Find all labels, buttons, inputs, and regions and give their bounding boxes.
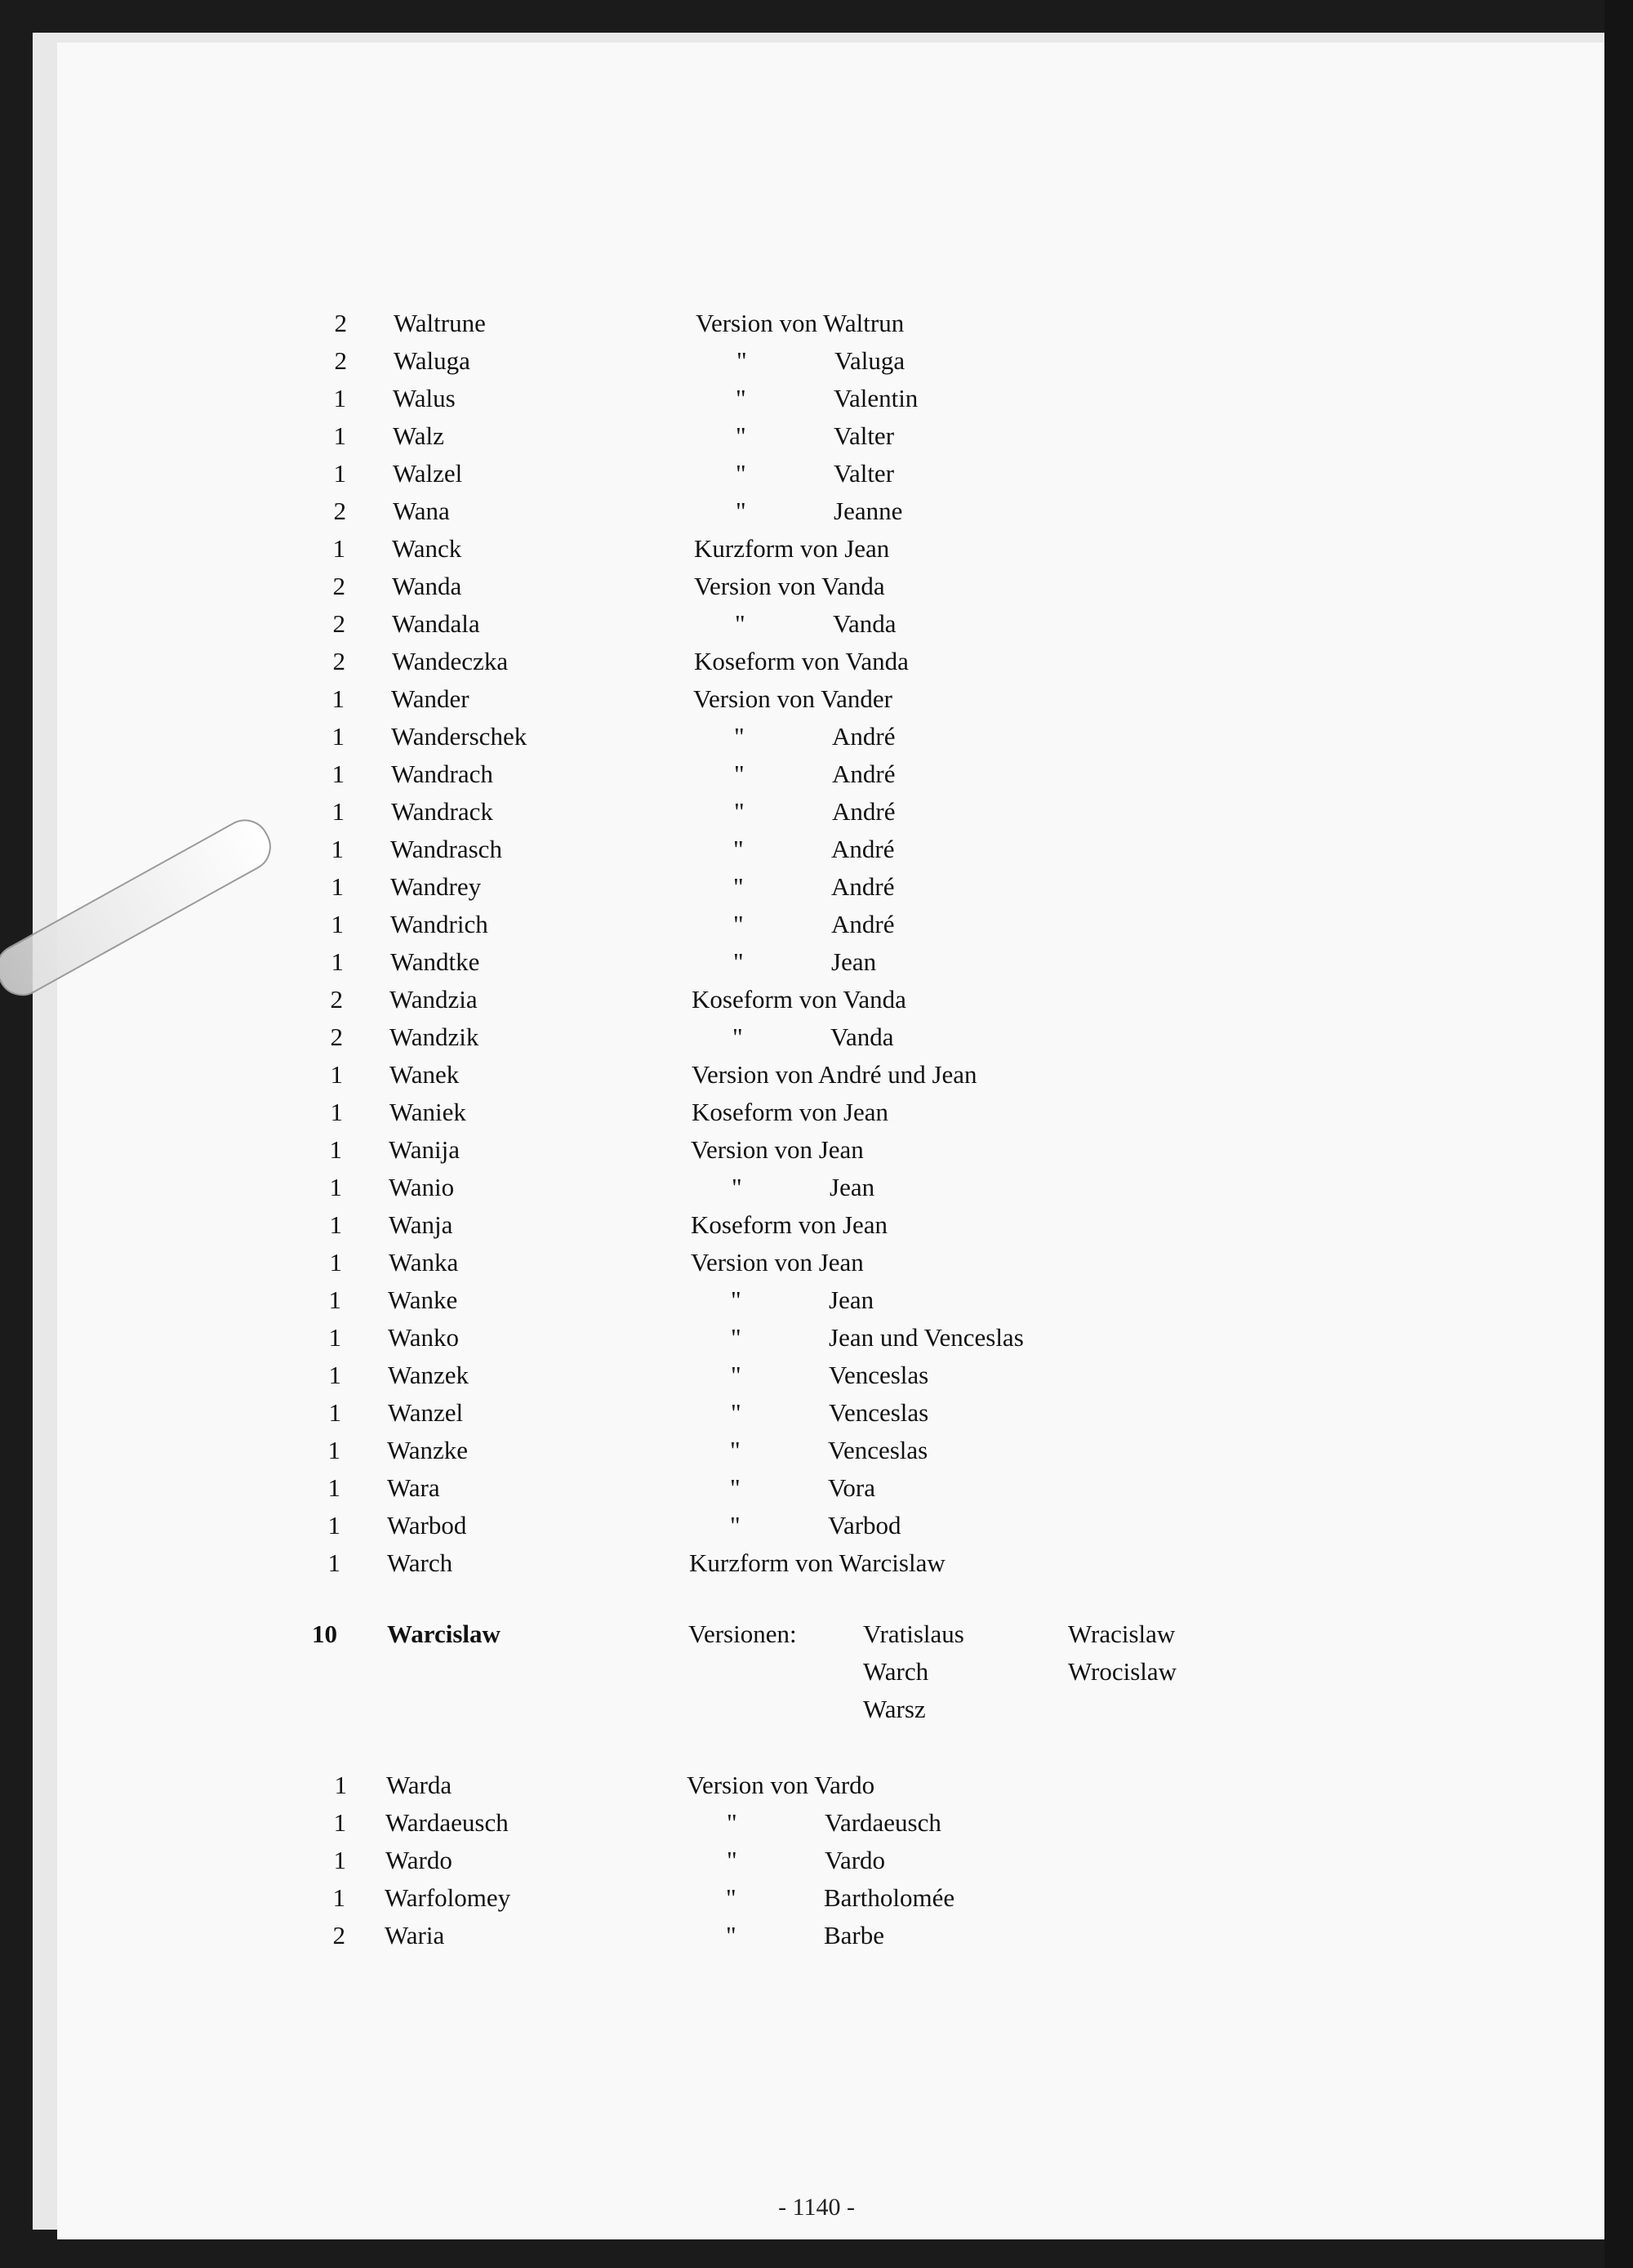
ditto-mark: " xyxy=(733,947,744,976)
entry-name: Wandrey xyxy=(390,872,482,901)
entry-description: Version von André und Jean xyxy=(692,1060,977,1089)
version-name: Wracislaw xyxy=(1068,1620,1176,1648)
entry-description: Version von Jean xyxy=(691,1135,864,1164)
entry-name: Wanzel xyxy=(388,1398,464,1427)
entry-name: Warda xyxy=(386,1771,452,1799)
ditto-mark: " xyxy=(735,609,745,638)
entry-count: 1 xyxy=(331,947,344,976)
entry-name: Wardaeusch xyxy=(385,1808,509,1837)
entry-count: 1 xyxy=(332,534,345,563)
version-name: Vratislaus xyxy=(863,1620,964,1648)
list-item xyxy=(0,647,1551,684)
entry-count: 1 xyxy=(327,1511,340,1539)
entry-name: Wandrack xyxy=(391,797,493,826)
entry-description: Jeanne xyxy=(834,497,903,525)
ditto-mark: " xyxy=(734,760,745,788)
entry-description: Venceslas xyxy=(829,1361,929,1389)
entry-description: André xyxy=(831,835,895,863)
ditto-mark: " xyxy=(730,1511,741,1539)
entry-count: 1 xyxy=(330,1098,343,1126)
entry-name: Wanija xyxy=(389,1135,461,1164)
ditto-mark: " xyxy=(736,459,746,488)
entry-description: Vardo xyxy=(825,1846,886,1874)
entry-name: Wanck xyxy=(392,534,462,563)
entry-name: Walz xyxy=(393,421,444,450)
entry-count: 1 xyxy=(331,872,344,901)
ditto-mark: " xyxy=(731,1285,741,1314)
ditto-mark: " xyxy=(731,1361,741,1389)
list-item xyxy=(0,459,1551,497)
entry-count: 2 xyxy=(333,497,346,525)
entry-count: 1 xyxy=(331,910,344,938)
entry-count: 1 xyxy=(327,1473,340,1502)
list-item xyxy=(0,910,1551,947)
entry-description: Version von Waltrun xyxy=(696,309,905,337)
entry-count: 1 xyxy=(329,1248,342,1277)
list-item xyxy=(0,1023,1551,1060)
entry-description: Venceslas xyxy=(828,1436,928,1464)
ditto-mark: " xyxy=(732,1023,743,1051)
entry-description: Version von Vardo xyxy=(687,1771,875,1799)
entry-description: Version von Vanda xyxy=(694,572,885,600)
list-item xyxy=(0,609,1551,647)
list-item xyxy=(0,309,1551,346)
list-item xyxy=(0,684,1551,722)
ditto-mark: " xyxy=(736,497,746,525)
entry-count: 2 xyxy=(332,609,345,638)
version-item xyxy=(0,1695,1551,1732)
entry-name: Waria xyxy=(385,1921,445,1949)
version-name: Warsz xyxy=(863,1695,926,1723)
entry-name: Wanko xyxy=(388,1323,460,1352)
entry-count: 1 xyxy=(334,1771,347,1799)
entry-name: Wanja xyxy=(389,1210,453,1239)
entry-name: Waltrune xyxy=(394,309,486,337)
list-item xyxy=(0,1511,1551,1548)
entry-name: Wanio xyxy=(389,1173,455,1201)
ditto-mark: " xyxy=(730,1473,741,1502)
entry-name: Warbod xyxy=(387,1511,467,1539)
entry-count: 1 xyxy=(333,1808,346,1837)
entry-description: Version von Jean xyxy=(691,1248,864,1277)
entry-description: Jean xyxy=(830,1173,875,1201)
ditto-mark: " xyxy=(727,1808,737,1837)
ditto-mark: " xyxy=(736,384,746,412)
list-item xyxy=(0,947,1551,985)
list-item xyxy=(0,1323,1551,1361)
ditto-mark: " xyxy=(731,1398,741,1427)
list-item xyxy=(0,985,1551,1023)
entry-name: Wanderschek xyxy=(391,722,527,751)
ditto-mark: " xyxy=(731,1323,741,1352)
entry-description: Vanda xyxy=(830,1023,894,1051)
entry-count: 1 xyxy=(331,722,345,751)
ditto-mark: " xyxy=(733,835,744,863)
entry-description: Bartholomée xyxy=(824,1883,955,1912)
entry-description: Venceslas xyxy=(829,1398,929,1427)
list-item xyxy=(0,760,1551,797)
list-item xyxy=(0,421,1551,459)
entry-name: Wara xyxy=(387,1473,440,1502)
entry-description: Vora xyxy=(828,1473,875,1502)
list-item xyxy=(0,1883,1551,1921)
entry-count: 1 xyxy=(333,1846,346,1874)
entry-count: 2 xyxy=(332,647,345,675)
entry-name: Wandeczka xyxy=(392,647,509,675)
ditto-mark: " xyxy=(730,1436,741,1464)
entry-count: 1 xyxy=(331,835,344,863)
entry-count: 1 xyxy=(330,1060,343,1089)
list-item xyxy=(0,497,1551,534)
list-item xyxy=(0,384,1551,421)
entry-description: Koseform von Vanda xyxy=(692,985,906,1014)
entry-name: Wanzke xyxy=(387,1436,469,1464)
entry-name: Wanzek xyxy=(388,1361,469,1389)
list-item xyxy=(0,1060,1551,1098)
entry-count: 1 xyxy=(328,1285,341,1314)
entry-description: André xyxy=(832,797,896,826)
entry-count: 1 xyxy=(328,1323,341,1352)
entry-description: Barbe xyxy=(824,1921,885,1949)
entry-name: Wandzik xyxy=(389,1023,479,1051)
list-item xyxy=(0,1248,1551,1285)
entry-description: Jean xyxy=(831,947,877,976)
entry-description: Koseform von Jean xyxy=(692,1098,889,1126)
version-item xyxy=(0,1620,1551,1657)
ditto-mark: " xyxy=(726,1883,736,1912)
entry-name: Wanke xyxy=(388,1285,458,1314)
entry-name: Wandzia xyxy=(389,985,478,1014)
entry-description: André xyxy=(832,760,896,788)
entry-name: Wandala xyxy=(392,609,480,638)
list-item xyxy=(0,1285,1551,1323)
list-item xyxy=(0,1771,1551,1808)
entry-count: 1 xyxy=(333,421,346,450)
entry-description: Valter xyxy=(834,459,895,488)
book-spine-edge xyxy=(1604,0,1633,2268)
entry-name: Wanek xyxy=(389,1060,460,1089)
list-item xyxy=(0,722,1551,760)
entry-count: 1 xyxy=(331,797,345,826)
entry-name: Walus xyxy=(393,384,456,412)
entry-name: Wana xyxy=(393,497,450,525)
entry-name: Waluga xyxy=(394,346,470,375)
entry-count: 2 xyxy=(330,1023,343,1051)
list-item xyxy=(0,1548,1551,1586)
list-item xyxy=(0,1098,1551,1135)
entry-description: Vardaeusch xyxy=(825,1808,941,1837)
ditto-mark: " xyxy=(734,797,745,826)
entry-name: Wandrasch xyxy=(390,835,502,863)
entry-count: 10 xyxy=(312,1620,337,1648)
entry-description: Koseform von Vanda xyxy=(694,647,909,675)
entry-count: 1 xyxy=(327,1548,340,1577)
entry-name: Warfolomey xyxy=(385,1883,511,1912)
ditto-mark: " xyxy=(733,910,744,938)
entry-count: 2 xyxy=(332,572,345,600)
entry-description: Kurzform von Jean xyxy=(694,534,890,563)
ditto-mark: " xyxy=(734,722,745,751)
entry-count: 1 xyxy=(332,1883,345,1912)
page-number: - 1140 - xyxy=(778,2194,855,2221)
entry-count: 1 xyxy=(328,1398,341,1427)
list-item xyxy=(0,1473,1551,1511)
entry-count: 1 xyxy=(329,1135,342,1164)
versions-label: Versionen: xyxy=(688,1620,797,1648)
entry-name: Warcislaw xyxy=(387,1620,501,1648)
ditto-mark: " xyxy=(736,346,747,375)
entry-description: Valuga xyxy=(834,346,905,375)
entry-count: 2 xyxy=(334,346,347,375)
list-item xyxy=(0,1846,1551,1883)
entry-name: Warch xyxy=(387,1548,453,1577)
list-item xyxy=(0,1361,1551,1398)
entry-count: 1 xyxy=(333,459,346,488)
list-item xyxy=(0,572,1551,609)
entry-description: Valentin xyxy=(834,384,919,412)
entry-name: Wardo xyxy=(385,1846,452,1874)
entry-name: Wandtke xyxy=(390,947,480,976)
list-item xyxy=(0,1921,1551,1958)
entry-count: 1 xyxy=(331,760,345,788)
version-name: Warch xyxy=(863,1657,929,1686)
entry-name: Waniek xyxy=(389,1098,466,1126)
list-item xyxy=(0,1436,1551,1473)
ditto-mark: " xyxy=(726,1921,736,1949)
entry-count: 2 xyxy=(332,1921,345,1949)
entry-description: Version von Vander xyxy=(693,684,892,713)
list-item xyxy=(0,534,1551,572)
entry-count: 2 xyxy=(334,309,347,337)
list-item xyxy=(0,1135,1551,1173)
version-item xyxy=(0,1657,1551,1695)
entry-description: Valter xyxy=(834,421,895,450)
list-item xyxy=(0,1210,1551,1248)
entry-name: Wandrach xyxy=(391,760,493,788)
entry-count: 2 xyxy=(330,985,343,1014)
entry-description: André xyxy=(831,872,895,901)
entry-description: Vanda xyxy=(833,609,897,638)
entry-description: André xyxy=(831,910,895,938)
list-item xyxy=(0,1808,1551,1846)
entry-description: Koseform von Jean xyxy=(691,1210,888,1239)
ditto-mark: " xyxy=(733,872,744,901)
entry-count: 1 xyxy=(333,384,346,412)
entry-description: Jean xyxy=(829,1285,874,1314)
list-item xyxy=(0,1398,1551,1436)
list-item xyxy=(0,1173,1551,1210)
entry-count: 1 xyxy=(331,684,345,713)
entry-count: 1 xyxy=(327,1436,340,1464)
entry-name: Wander xyxy=(391,684,469,713)
entry-count: 1 xyxy=(329,1173,342,1201)
version-name: Wrocislaw xyxy=(1068,1657,1177,1686)
entry-description: André xyxy=(832,722,896,751)
ditto-mark: " xyxy=(732,1173,742,1201)
entry-description: Kurzform von Warcislaw xyxy=(689,1548,946,1577)
entry-name: Walzel xyxy=(393,459,463,488)
entry-description: Jean und Venceslas xyxy=(829,1323,1024,1352)
ditto-mark: " xyxy=(736,421,746,450)
entry-name: Wandrich xyxy=(390,910,488,938)
entry-description: Varbod xyxy=(828,1511,901,1539)
entry-count: 1 xyxy=(329,1210,342,1239)
entry-name: Wanda xyxy=(392,572,462,600)
entry-name: Wanka xyxy=(389,1248,459,1277)
entry-count: 1 xyxy=(328,1361,341,1389)
ditto-mark: " xyxy=(727,1846,737,1874)
list-item xyxy=(0,346,1551,384)
